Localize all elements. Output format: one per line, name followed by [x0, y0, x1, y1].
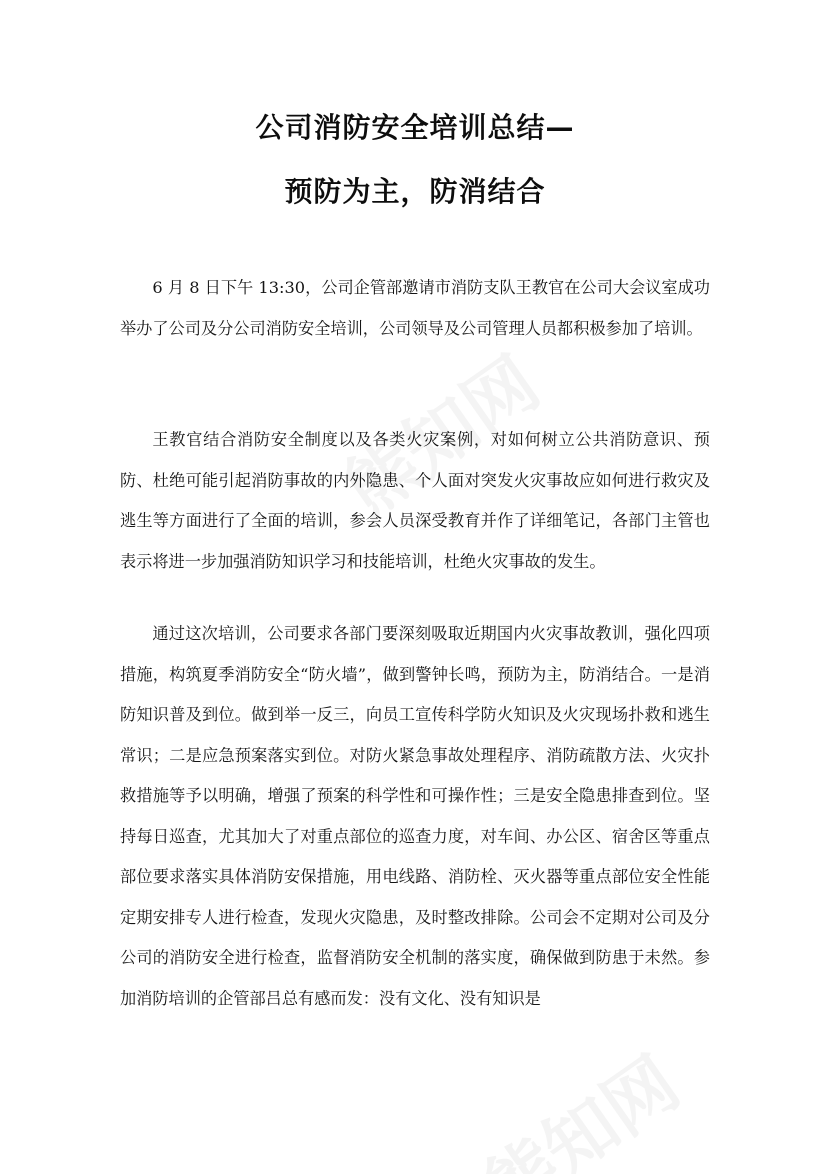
- document-title-line-2: 预防为主，防消结合: [284, 175, 546, 208]
- paragraph-training-content: 王教官结合消防安全制度以及各类火灾案例，对如何树立公共消防意识、预防、杜绝可能引起消防事故的内外隐患、个人面对突发火灾事故应如何进行救灾及逃生等方面进行了全面的培训，参会人员深受教育并作了详细笔记，各部门主管也表示将进一步加强消防知识学习和技能培训，杜绝火灾事故的发生。: [120, 430, 710, 571]
- paragraph-measures: 通过这次培训，公司要求各部门要深刻吸取近期国内火灾事故教训，强化四项措施，构筑夏季消防安全“防火墙”，做到警钟长鸣，预防为主，防消结合。一是消防知识普及到位。做到举一反三，向员工宣传科学防火知识及火灾现场扑救和逃生常识；二是应急预案落实到位。对防火紧急事故处理程序、消防疏散方法、火灾扑救措施等予以明确，增强了预案的科学性和可操作性；三是安全隐患排查到位。坚持每日巡查，尤其加大了对重点部位的巡查力度，对车间、办公区、宿舍区等重点部位要求落实具体消防安保措施，用电线路、消防栓、灭火器等重点部位安全性能定期安排专人进行检查，发现火灾隐患，及时整改排除。公司会不定期对公司及分公司的消防安全进行检查，监督消防安全机制的落实度，确保做到防患于未然。参加消防培训的企管部吕总有感而发：没有文化、没有知识是: [120, 624, 710, 1008]
- document-title-line-1: 公司消防安全培训总结—: [255, 111, 575, 144]
- watermark: [460, 1027, 697, 1174]
- paragraph-intro: 6 月 8 日下午 13:30，公司企管部邀请市消防支队王教官在公司大会议室成功举办了公司及分公司消防安全培训，公司领导及公司管理人员都积极参加了培训。: [120, 278, 710, 338]
